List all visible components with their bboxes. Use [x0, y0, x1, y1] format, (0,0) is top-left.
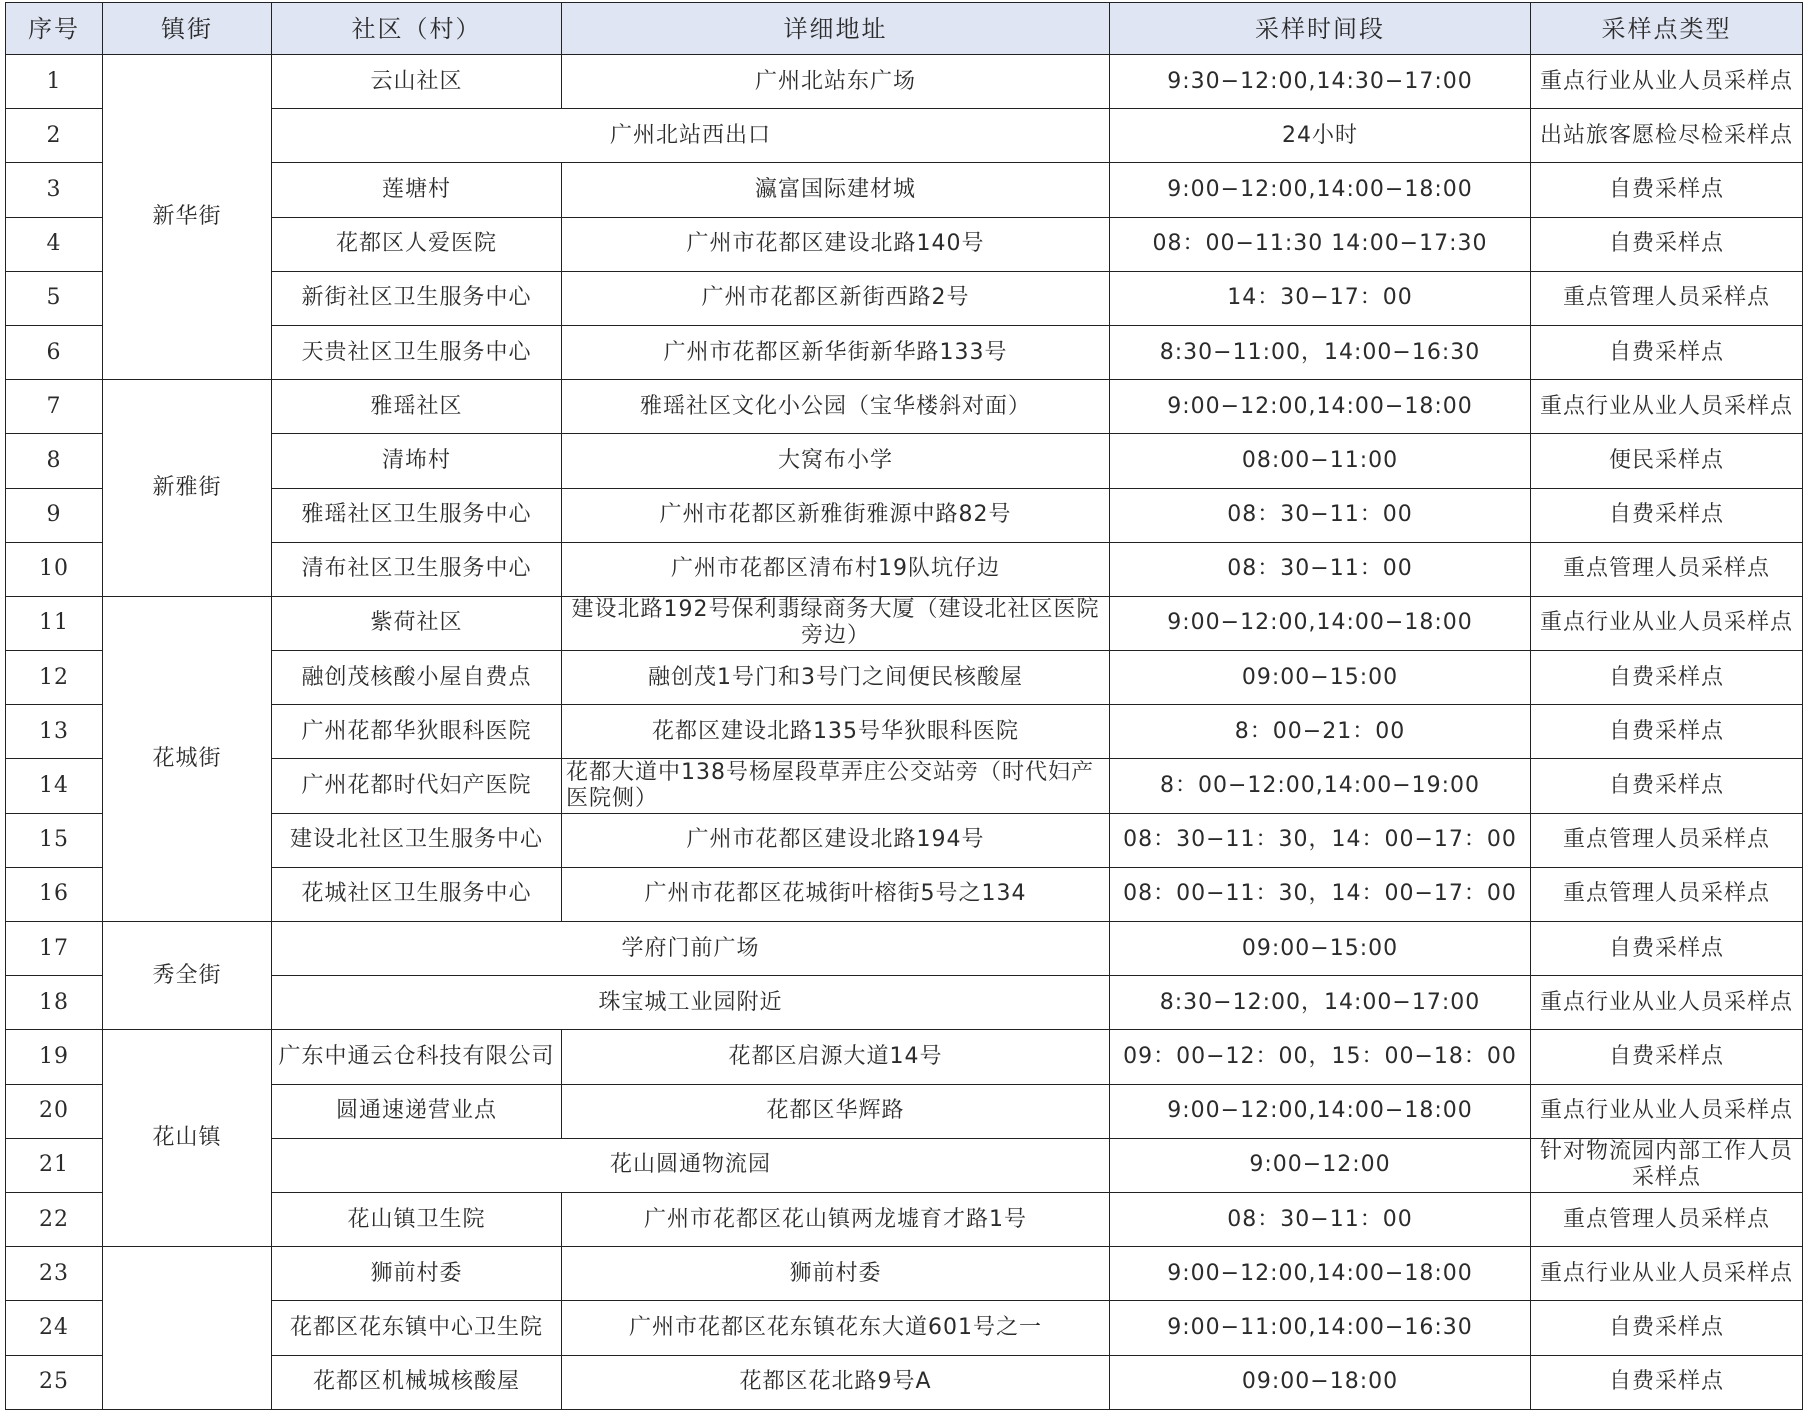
community-cell: 圆通速递营业点	[272, 1084, 562, 1138]
seq-cell: 10	[6, 542, 103, 596]
header-type: 采样点类型	[1531, 3, 1803, 55]
time-cell: 9:30−12:00,14:30−17:00	[1110, 55, 1531, 109]
table-row	[6, 976, 1803, 1030]
community-cell: 广州花都华狄眼科医院	[272, 705, 562, 759]
location-merged-cell: 学府门前广场	[272, 922, 1110, 976]
table-row	[6, 1355, 1803, 1409]
table-row	[6, 542, 1803, 596]
table-row	[6, 705, 1803, 759]
table-row	[6, 380, 1803, 434]
type-cell: 重点管理人员采样点	[1531, 867, 1803, 921]
type-cell: 自费采样点	[1531, 488, 1803, 542]
community-cell: 雅瑶社区卫生服务中心	[272, 488, 562, 542]
table-row	[6, 434, 1803, 488]
address-cell: 花都区华辉路	[562, 1084, 1110, 1138]
community-cell: 莲塘村	[272, 163, 562, 217]
address-cell: 广州市花都区花东镇花东大道601号之一	[562, 1301, 1110, 1355]
time-cell: 9:00−12:00	[1110, 1138, 1531, 1192]
header-town: 镇街	[103, 3, 272, 55]
time-cell: 24小时	[1110, 109, 1531, 163]
time-cell: 9:00−12:00,14:00−18:00	[1110, 163, 1531, 217]
address-cell: 广州市花都区新华街新华路133号	[562, 325, 1110, 379]
seq-cell: 13	[6, 705, 103, 759]
type-cell: 重点管理人员采样点	[1531, 1192, 1803, 1246]
table-row	[6, 163, 1803, 217]
type-cell: 重点行业从业人员采样点	[1531, 1247, 1803, 1301]
town-cell: 花城街	[103, 596, 272, 921]
community-cell: 广州花都时代妇产医院	[272, 759, 562, 813]
type-cell: 自费采样点	[1531, 325, 1803, 379]
community-cell: 建设北社区卫生服务中心	[272, 813, 562, 867]
table-row	[6, 813, 1803, 867]
seq-cell: 22	[6, 1192, 103, 1246]
seq-cell: 24	[6, 1301, 103, 1355]
table-row	[6, 1192, 1803, 1246]
type-cell: 针对物流园内部工作人员采样点	[1531, 1138, 1803, 1192]
time-cell: 8：00−12:00,14:00−19:00	[1110, 759, 1531, 813]
seq-cell: 21	[6, 1138, 103, 1192]
location-merged-cell: 广州北站西出口	[272, 109, 1110, 163]
community-cell: 花都区花东镇中心卫生院	[272, 1301, 562, 1355]
type-cell: 自费采样点	[1531, 217, 1803, 271]
type-cell: 重点管理人员采样点	[1531, 271, 1803, 325]
community-cell: 花山镇卫生院	[272, 1192, 562, 1246]
table-row	[6, 217, 1803, 271]
seq-cell: 19	[6, 1030, 103, 1084]
table-row	[6, 55, 1803, 109]
town-cell: 新华街	[103, 55, 272, 380]
time-cell: 14：30−17：00	[1110, 271, 1531, 325]
address-cell: 花都区建设北路135号华狄眼科医院	[562, 705, 1110, 759]
community-cell: 新街社区卫生服务中心	[272, 271, 562, 325]
address-cell: 融创茂1号门和3号门之间便民核酸屋	[562, 651, 1110, 705]
seq-cell: 15	[6, 813, 103, 867]
type-cell: 自费采样点	[1531, 1355, 1803, 1409]
community-cell: 清㘵村	[272, 434, 562, 488]
type-cell: 自费采样点	[1531, 651, 1803, 705]
community-cell: 花城社区卫生服务中心	[272, 867, 562, 921]
sampling-sites-table	[5, 2, 1803, 1410]
seq-cell: 18	[6, 976, 103, 1030]
table-row	[6, 596, 1803, 650]
address-cell: 广州市花都区新街西路2号	[562, 271, 1110, 325]
time-cell: 09:00−18:00	[1110, 1355, 1531, 1409]
header-seq: 序号	[6, 3, 103, 55]
address-cell: 花都区启源大道14号	[562, 1030, 1110, 1084]
time-cell: 08：30−11：00	[1110, 542, 1531, 596]
header-row	[6, 3, 1803, 55]
type-cell: 便民采样点	[1531, 434, 1803, 488]
seq-cell: 17	[6, 922, 103, 976]
seq-cell: 14	[6, 759, 103, 813]
location-merged-cell: 花山圆通物流园	[272, 1138, 1110, 1192]
seq-cell: 12	[6, 651, 103, 705]
address-cell: 建设北路192号保利翡绿商务大厦（建设北社区医院旁边）	[562, 596, 1110, 650]
address-cell: 广州市花都区建设北路194号	[562, 813, 1110, 867]
time-cell: 09：00−12：00，15：00−18：00	[1110, 1030, 1531, 1084]
address-cell: 瀛富国际建材城	[562, 163, 1110, 217]
community-cell: 天贵社区卫生服务中心	[272, 325, 562, 379]
community-cell: 狮前村委	[272, 1247, 562, 1301]
town-cell: 新雅街	[103, 380, 272, 597]
time-cell: 09:00−15:00	[1110, 651, 1531, 705]
type-cell: 重点行业从业人员采样点	[1531, 380, 1803, 434]
address-cell: 广州市花都区花城街叶榕街5号之134	[562, 867, 1110, 921]
address-cell: 雅瑶社区文化小公园（宝华楼斜对面）	[562, 380, 1110, 434]
address-cell: 花都区花北路9号A	[562, 1355, 1110, 1409]
time-cell: 09:00−15:00	[1110, 922, 1531, 976]
community-cell: 广东中通云仓科技有限公司	[272, 1030, 562, 1084]
header-community: 社区（村）	[272, 3, 562, 55]
table-row	[6, 488, 1803, 542]
community-cell: 雅瑶社区	[272, 380, 562, 434]
table-row	[6, 271, 1803, 325]
type-cell: 自费采样点	[1531, 1301, 1803, 1355]
seq-cell: 1	[6, 55, 103, 109]
address-cell: 广州市花都区建设北路140号	[562, 217, 1110, 271]
time-cell: 08:00−11:00	[1110, 434, 1531, 488]
community-cell: 紫荷社区	[272, 596, 562, 650]
table-row	[6, 109, 1803, 163]
type-cell: 自费采样点	[1531, 1030, 1803, 1084]
seq-cell: 4	[6, 217, 103, 271]
address-cell: 花都大道中138号杨屋段草弄庄公交站旁（时代妇产医院侧）	[562, 759, 1110, 813]
seq-cell: 8	[6, 434, 103, 488]
seq-cell: 5	[6, 271, 103, 325]
type-cell: 自费采样点	[1531, 759, 1803, 813]
seq-cell: 7	[6, 380, 103, 434]
type-cell: 自费采样点	[1531, 163, 1803, 217]
community-cell: 花都区机械城核酸屋	[272, 1355, 562, 1409]
table-row	[6, 1138, 1803, 1192]
seq-cell: 6	[6, 325, 103, 379]
time-cell: 9:00−12:00,14:00−18:00	[1110, 1247, 1531, 1301]
table-row	[6, 651, 1803, 705]
table-row	[6, 867, 1803, 921]
time-cell: 8：00−21：00	[1110, 705, 1531, 759]
time-cell: 8:30−11:00，14:00−16:30	[1110, 325, 1531, 379]
address-cell: 大窝布小学	[562, 434, 1110, 488]
header-time: 采样时间段	[1110, 3, 1531, 55]
table-row	[6, 1247, 1803, 1301]
seq-cell: 11	[6, 596, 103, 650]
time-cell: 9:00−11:00,14:00−16:30	[1110, 1301, 1531, 1355]
address-cell: 广州北站东广场	[562, 55, 1110, 109]
location-merged-cell: 珠宝城工业园附近	[272, 976, 1110, 1030]
community-cell: 花都区人爱医院	[272, 217, 562, 271]
address-cell: 广州市花都区新雅街雅源中路82号	[562, 488, 1110, 542]
table-row	[6, 1084, 1803, 1138]
type-cell: 重点管理人员采样点	[1531, 813, 1803, 867]
type-cell: 重点行业从业人员采样点	[1531, 976, 1803, 1030]
time-cell: 9:00−12:00,14:00−18:00	[1110, 1084, 1531, 1138]
seq-cell: 3	[6, 163, 103, 217]
time-cell: 08：30−11：00	[1110, 488, 1531, 542]
town-cell: 花山镇	[103, 1030, 272, 1247]
seq-cell: 25	[6, 1355, 103, 1409]
table-row	[6, 759, 1803, 813]
type-cell: 重点行业从业人员采样点	[1531, 596, 1803, 650]
seq-cell: 23	[6, 1247, 103, 1301]
community-cell: 云山社区	[272, 55, 562, 109]
type-cell: 重点行业从业人员采样点	[1531, 1084, 1803, 1138]
time-cell: 8:30−12:00，14:00−17:00	[1110, 976, 1531, 1030]
header-address: 详细地址	[562, 3, 1110, 55]
type-cell: 自费采样点	[1531, 705, 1803, 759]
table-row	[6, 325, 1803, 379]
town-cell: 秀全街	[103, 922, 272, 1030]
type-cell: 重点管理人员采样点	[1531, 542, 1803, 596]
type-cell: 自费采样点	[1531, 922, 1803, 976]
table-row	[6, 922, 1803, 976]
address-cell: 狮前村委	[562, 1247, 1110, 1301]
town-cell	[103, 1247, 272, 1410]
time-cell: 9:00−12:00,14:00−18:00	[1110, 380, 1531, 434]
seq-cell: 16	[6, 867, 103, 921]
table-row	[6, 1301, 1803, 1355]
address-cell: 广州市花都区花山镇两龙墟育才路1号	[562, 1192, 1110, 1246]
type-cell: 重点行业从业人员采样点	[1531, 55, 1803, 109]
community-cell: 清布社区卫生服务中心	[272, 542, 562, 596]
table-row	[6, 1030, 1803, 1084]
seq-cell: 9	[6, 488, 103, 542]
community-cell: 融创茂核酸小屋自费点	[272, 651, 562, 705]
seq-cell: 2	[6, 109, 103, 163]
time-cell: 08：30−11：00	[1110, 1192, 1531, 1246]
time-cell: 08：00−11:30 14:00−17:30	[1110, 217, 1531, 271]
address-cell: 广州市花都区清布村19队坑仔边	[562, 542, 1110, 596]
time-cell: 08：00−11：30，14：00−17：00	[1110, 867, 1531, 921]
time-cell: 9:00−12:00,14:00−18:00	[1110, 596, 1531, 650]
time-cell: 08：30−11：30，14：00−17：00	[1110, 813, 1531, 867]
type-cell: 出站旅客愿检尽检采样点	[1531, 109, 1803, 163]
seq-cell: 20	[6, 1084, 103, 1138]
